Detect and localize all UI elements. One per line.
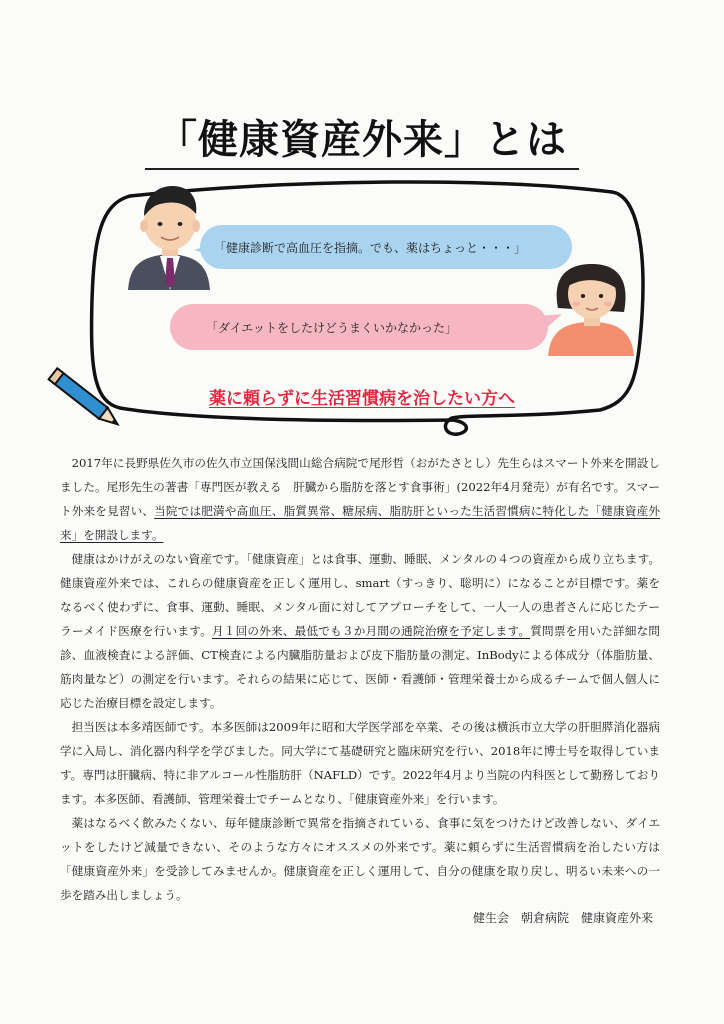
paragraph-2-underlined: 月１回の外来、最低でも３か月間の通院治療を予定します。	[211, 624, 531, 638]
woman-illustration	[548, 264, 634, 356]
page-title: 「健康資産外来」とは	[157, 117, 567, 163]
woman-speech-text: 「ダイエットをしたけどうまくいかなかった」	[206, 320, 458, 335]
paragraph-2-text-a: 健康はかけがえのない資産です。「健康資産」とは食事、運動、睡眠、メンタルの４つの資産から成り立ちます。健康資産外来では、これらの健康資産を正しく運用し、smart（すっきり、聡明に）になることが目標です。	[60, 552, 660, 590]
paragraph-1	[60, 451, 660, 547]
man-illustration	[128, 186, 210, 290]
footer-signature: 健生会 朝倉病院 健康資産外来	[472, 911, 653, 925]
man-speech-text: 「健康診断で高血圧を指摘。でも、薬はちょっと・・・」	[214, 240, 527, 255]
woman-speech-bubble	[170, 304, 548, 350]
paragraph-4: 薬はなるべく飲みたくない、毎年健康診断で異常を指摘されている、食事に気をつけたけど改善しない、ダイエットをしたけど減量できない、そのような方々にオススメの外来です。薬に頼らずに生活習慣病を治したい方は「健康資産外来」を受診してみませんか。健康資産を正しく運用して、自分の健康を取り戻し、明るい未来への一歩を踏み出しましょう。	[60, 816, 660, 902]
paragraph-2-text-c: 質問票を用いた詳細な問診、血液検査による評価、CT検査による内臓脂肪量および皮下脂肪量の測定、InBodyによる体成分（体脂肪量、筋肉量など）の測定を行います。それらの結果に応じて、医師・看護師・管理栄養士から成るチームで個人個人に応じた治療目標を設定します。	[60, 624, 660, 710]
body-text	[60, 451, 660, 907]
paragraph-2	[60, 547, 660, 715]
paragraph-3: 担当医は本多靖医師です。本多医師は2009年に昭和大学医学部を卒業、その後は横浜市立大学の肝胆膵消化器病学に入局し、消化器内科学を学びました。同大学にて基礎研究と臨床研究を行い、2018年に博士号を取得しています。専門は肝臓病、特に非アルコール性脂肪肝（NAFLD）です。2022年4月より当院の内科医として勤務しております。本多医師、看護師、管理栄養士でチームとなり、「健康資産外来」を行います。	[60, 720, 660, 806]
catchphrase	[0, 384, 724, 409]
paragraph-1-text: 2017年に長野県佐久市の佐久市立国保浅間山総合病院で尾形哲（おがたさとし）先生らはスマート外来を開設しました。尾形先生の著書「専門医が教える 肝臓から脂肪を落とす食事術」(2022年4月発売）が有名です。スマート外来を見習い、	[60, 456, 660, 518]
paragraph-1-underlined: 当院では肥満や高血圧、脂質異常、糖尿病、脂肪肝といった生活習慣病に特化した「健康資産外来」を開設します。	[60, 504, 660, 542]
catchphrase-text: 薬に頼らずに生活習慣病を治したい方へ	[209, 389, 515, 409]
paragraph-2-text-b: 薬をなるべく使わずに、食事、運動、睡眠、メンタル面に対してアプローチをして、一人一人の患者さんに応じたテーラーメイド医療を行います。	[60, 576, 660, 638]
man-speech-bubble	[200, 225, 572, 269]
